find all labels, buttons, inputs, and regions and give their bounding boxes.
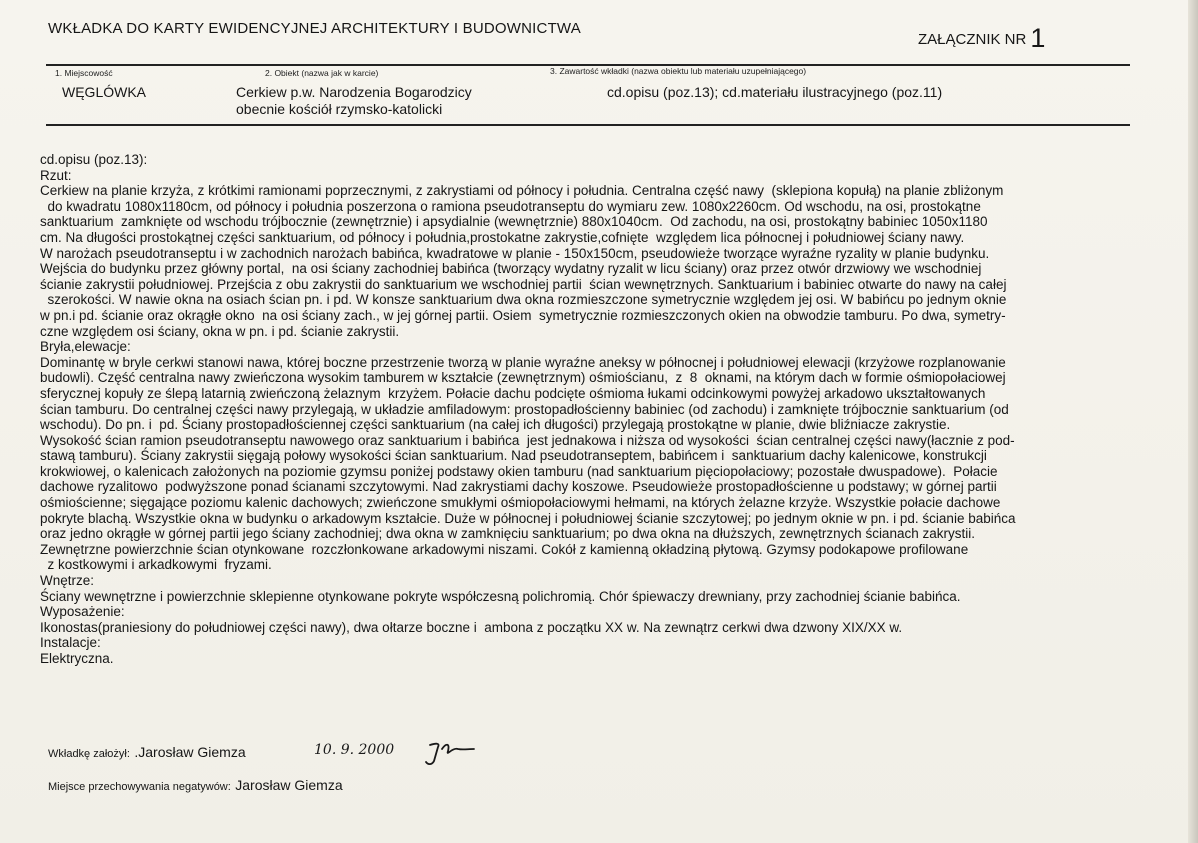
locality-label: 1. Miejscowość bbox=[55, 68, 113, 78]
description-line: szerokości. W nawie okna na osiach ścian pn. i pd. W konsze sanktuarium dwa okna rozmieszczone symetrycznie względem jej osi. W babińcu po jednym oknie bbox=[40, 292, 1007, 308]
object-label: 2. Obiekt (nazwa jak w karcie) bbox=[265, 68, 379, 78]
description-line: Ściany wewnętrzne i powierzchnie sklepienne otynkowane pokryte współczesną polichromią. Chór śpiewaczy drewniany, przy zachodniej ścianie babińca. bbox=[40, 588, 961, 604]
description-line: czne względem osi ściany, okna w pn. i pd. ścianie zakrystii. bbox=[40, 323, 400, 339]
description-line: ścian tamburu. Do centralnej części nawy przylegają, w układzie amfiladowym: prostopadłościenny babiniec (od zachodu) i zamknięte trójbocznie sanktuarium (od bbox=[40, 401, 1009, 417]
signature-mark bbox=[426, 744, 474, 764]
description-line: ośmiościenne; sięgające poziomu kalenic dachowych; zwieńczone smukłymi ośmiopołaciowymi hełmami, na których żelazne krzyże. Wszystkie połacie dachowe bbox=[40, 495, 1001, 511]
description-line: oraz jedno okrągłe w górnej partii jego ściany zachodniej; dwa okna w zamknięciu sanktuarium; po dwa okna na dłuższych, zewnętrznych ścianach zakrystii. bbox=[40, 526, 975, 542]
description-line: Bryła,elewacje: bbox=[40, 339, 131, 355]
description-line: Rzut: bbox=[40, 167, 72, 183]
content-label: 3. Zawartość wkładki (nazwa obiektu lub materiału uzupełniającego) bbox=[550, 66, 807, 76]
description-line: Dominantę w bryle cerkwi stanowi nawa, której boczne przestrzenie tworzą w planie wyraźne aneksy w północnej i południowej elewacji (krzyżowe rozplanowanie bbox=[40, 354, 1006, 370]
description-line: krokwiowej, o kalenicach założonych na poziomie gzymsu poniżej podstawy okien tamburu (nad sanktuarium pięciopołaciowy; pozostałe dwuspadowe). Połacie bbox=[40, 463, 998, 479]
description-line: ścianie zakrystii południowej. Przejścia z obu zakrystii do sanktuarium we wschodniej partii ścian wewnętrznych. Sanktuarium i babiniec otwarte do nawy na całej bbox=[40, 276, 1007, 292]
locality-value: WĘGLÓWKA bbox=[62, 84, 147, 100]
negatives-label: Miejsce przechowywania negatywów: bbox=[48, 781, 231, 793]
annex-label-text: ZAŁĄCZNIK NR bbox=[918, 31, 1027, 48]
description-line: dachowe ryzalitowo podwyższone ponad ścianami szczytowymi. Nad zakrystiami dachy koszowe. Pseudowieże prostopadłościenne u podstawy; w górnej partii bbox=[40, 479, 997, 495]
description-line: W narożach pseudotranseptu i w zachodnich narożach babińca, kwadratowe w planie - 150x150cm, pseudowieże tworzące wyraźne ryzality w planie budynku. bbox=[40, 245, 990, 261]
description-line: cd.opisu (poz.13): bbox=[40, 152, 148, 167]
description-line: stawą tamburu). Ściany zakrystii sięgają połowy wysokości ścian sanktuarium. Nad pseudotranseptem, babińcem i sanktuarium dachy kalenicowe, konstrukcji bbox=[40, 448, 987, 464]
description-line: Cerkiew na planie krzyża, z krótkimi ramionami poprzecznymi, z zakrystiami od północy i południa. Centralna część nawy (sklepiona kopułą) na planie zbliżonym bbox=[40, 183, 1004, 199]
card-edge bbox=[1188, 0, 1198, 843]
description-line: pokryte blachą. Wszystkie okna w budynku o arkadowym kształcie. Duże w północnej i południowej ścianie szczytowej; po jednym oknie w pn. i pd. ścianie babińca bbox=[40, 510, 1016, 526]
annex-label bbox=[918, 20, 1045, 51]
description-line: cm. Na długości prostokątnej części sanktuarium, od północy i południa,prostokatne zakrystie,cofnięte względem lica północnej i południowej ściany nawy. bbox=[40, 229, 965, 245]
description-line: w pn.i pd. ścianie oraz okrągłe okno na osi ściany zach., w jej górnej partii. Osiem symetrycznie rozmieszczonych okien na obwodzie tamburu. Po dwa, symetry- bbox=[40, 307, 1006, 323]
description-line: sanktuarium zamknięte od wschodu trójbocznie (zewnętrznie) i apsydialnie (wewnętrznie) 880x1040cm. Od zachodu, na osi, prostokątny babiniec 1050x1180 bbox=[40, 214, 988, 230]
content-value: cd.opisu (poz.13); cd.materiału ilustracyjnego (poz.11) bbox=[607, 84, 943, 100]
description-line: sferycznej kopuły ze ślepą latarnią zwieńczoną żelaznym krzyżem. Połacie dachu podcięte ośmioma łukami odcinkowymi powyżej arkadowo ukształtowanych bbox=[40, 385, 986, 401]
annex-number: 1 bbox=[1030, 23, 1046, 53]
object-value-line1: Cerkiew p.w. Narodzenia Bogarodzicy bbox=[236, 84, 472, 100]
handwritten-date-signature bbox=[312, 737, 512, 767]
description-line: Wnętrze: bbox=[40, 573, 95, 589]
header-rule-bottom bbox=[46, 124, 1130, 126]
description-line: Wysokość ścian ramion pseudotranseptu nawowego oraz sanktuarium i babińca jest jednakowa i niższa od wysokości ścian centralnej części nawy(łacznie z pod- bbox=[40, 432, 1015, 448]
description-line: Wejścia do budynku przez główny portal, na osi ściany zachodniej babińca (tworzący wydatny ryzalit w licu ściany) oraz przez otwór drzwiowy we wschodniej bbox=[40, 261, 982, 277]
negatives-value: Jarosław Giemza bbox=[235, 777, 343, 793]
object-value-line2: obecnie kościół rzymsko-katolicki bbox=[236, 101, 443, 117]
description-line: Wyposażenie: bbox=[40, 604, 125, 620]
handwritten-date: 10. 9. 2000 bbox=[314, 742, 395, 758]
negatives-row bbox=[48, 777, 343, 795]
description-line: Zewnętrzne powierzchnie ścian otynkowane rozczłonkowane arkadowymi niszami. Cokół z kamienną okładziną płytową. Gzymsy podokapowe profilowane bbox=[40, 541, 969, 557]
description-line: z kostkowymi i arkadkowymi fryzami. bbox=[40, 557, 272, 573]
description-line: Instalacje: bbox=[40, 635, 101, 651]
description-line: do kwadratu 1080x1180cm, od północy i południa poszerzona o ramiona pseudotranseptu do wymiaru zew. 1080x2260cm. Od wschodu, na osi, prostokątne bbox=[40, 198, 981, 214]
description-line: Elektryczna. bbox=[40, 651, 114, 666]
description-line: Ikonostas(praniesiony do południowej części nawy), dwa ołtarze boczne i ambona z początku XX w. Na zewnątrz cerkwi dwa dzwony XIX/XX w. bbox=[40, 619, 903, 635]
author-row bbox=[48, 744, 246, 762]
author-name: .Jarosław Giemza bbox=[134, 744, 246, 760]
description-line: wschodu). Do pn. i pd. Ściany prostopadłościennej części sanktuarium (na całej ich długości) przylegają prostokątne w planie, dwie bliźniacze zakrystie. bbox=[40, 417, 951, 433]
description-body bbox=[40, 152, 1158, 667]
form-title: WKŁADKA DO KARTY EWIDENCYJNEJ ARCHITEKTURY I BUDOWNICTWA bbox=[48, 20, 581, 37]
description-line: budowli). Część centralna nawy zwieńczona wysokim tamburem w kształcie (zewnętrznym) ośmiościanu, z 8 oknami, na którym dach w formie ośmiopołaciowej bbox=[40, 370, 1006, 386]
author-label: Wkładkę założył: bbox=[48, 748, 130, 760]
